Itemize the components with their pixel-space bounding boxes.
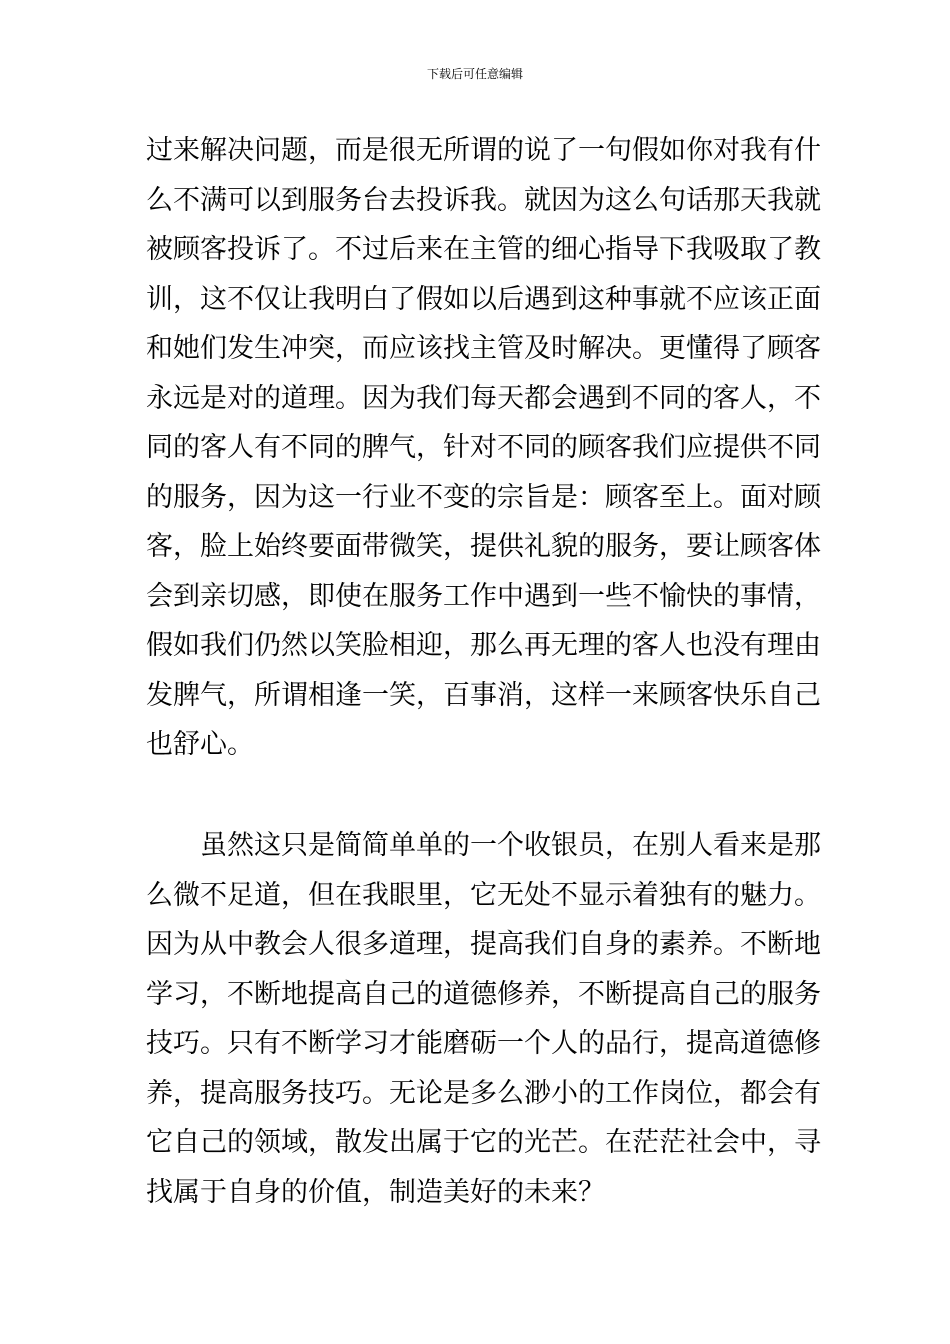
- text-line: 过来解决问题，而是很无所谓的说了一句假如你对我有什: [146, 135, 821, 166]
- text-line: 被顾客投诉了。不过后来在主管的细心指导下我吸取了教: [146, 234, 821, 265]
- text-line: 养，提高服务技巧。无论是多么渺小的工作岗位，都会有: [146, 1077, 821, 1109]
- text-line: 客，脸上始终要面带微笑，提供礼貌的服务，要让顾客体: [146, 531, 821, 562]
- text-line: 也舒心。: [146, 729, 254, 760]
- text-line: 找属于自身的价值，制造美好的未来？: [146, 1176, 605, 1208]
- text-line: 么不满可以到服务台去投诉我。就因为这么句话那天我就: [146, 184, 821, 216]
- text-line: 么微不足道，但在我眼里，它无处不显示着独有的魅力。: [146, 879, 821, 911]
- text-line: 永远是对的道理。因为我们每天都会遇到不同的客人，不: [146, 382, 821, 414]
- text-line: 发脾气，所谓相逢一笑，百事消，这样一来顾客快乐自己: [146, 679, 821, 711]
- text-line: 会到亲切感，即使在服务工作中遇到一些不愉快的事情，: [146, 580, 821, 612]
- text-line: 训，这不仅让我明白了假如以后遇到这种事就不应该正面: [146, 283, 821, 315]
- paragraph-1: [146, 126, 821, 770]
- text-line: 它自己的领域，散发出属于它的光芒。在茫茫社会中，寻: [146, 1127, 821, 1158]
- text-line: 因为从中教会人很多道理，提高我们自身的素养。不断地: [146, 929, 821, 960]
- text-line: 学习，不断地提高自己的道德修养，不断提高自己的服务: [146, 978, 821, 1010]
- paragraph-2: [146, 821, 821, 1217]
- text-line: 和她们发生冲突，而应该找主管及时解决。更懂得了顾客: [146, 333, 821, 364]
- text-line: 同的客人有不同的脾气，针对不同的顾客我们应提供不同: [146, 432, 821, 463]
- text-line: 的服务，因为这一行业不变的宗旨是：顾客至上。面对顾: [146, 481, 821, 513]
- page-header: 下载后可任意编辑: [426, 67, 523, 81]
- text-line: 虽然这只是简简单单的一个收银员，在别人看来是那: [200, 830, 821, 861]
- text-line: 假如我们仍然以笑脸相迎，那么再无理的客人也没有理由: [146, 630, 821, 661]
- text-line: 技巧。只有不断学习才能磨砺一个人的品行，提高道德修: [146, 1028, 821, 1059]
